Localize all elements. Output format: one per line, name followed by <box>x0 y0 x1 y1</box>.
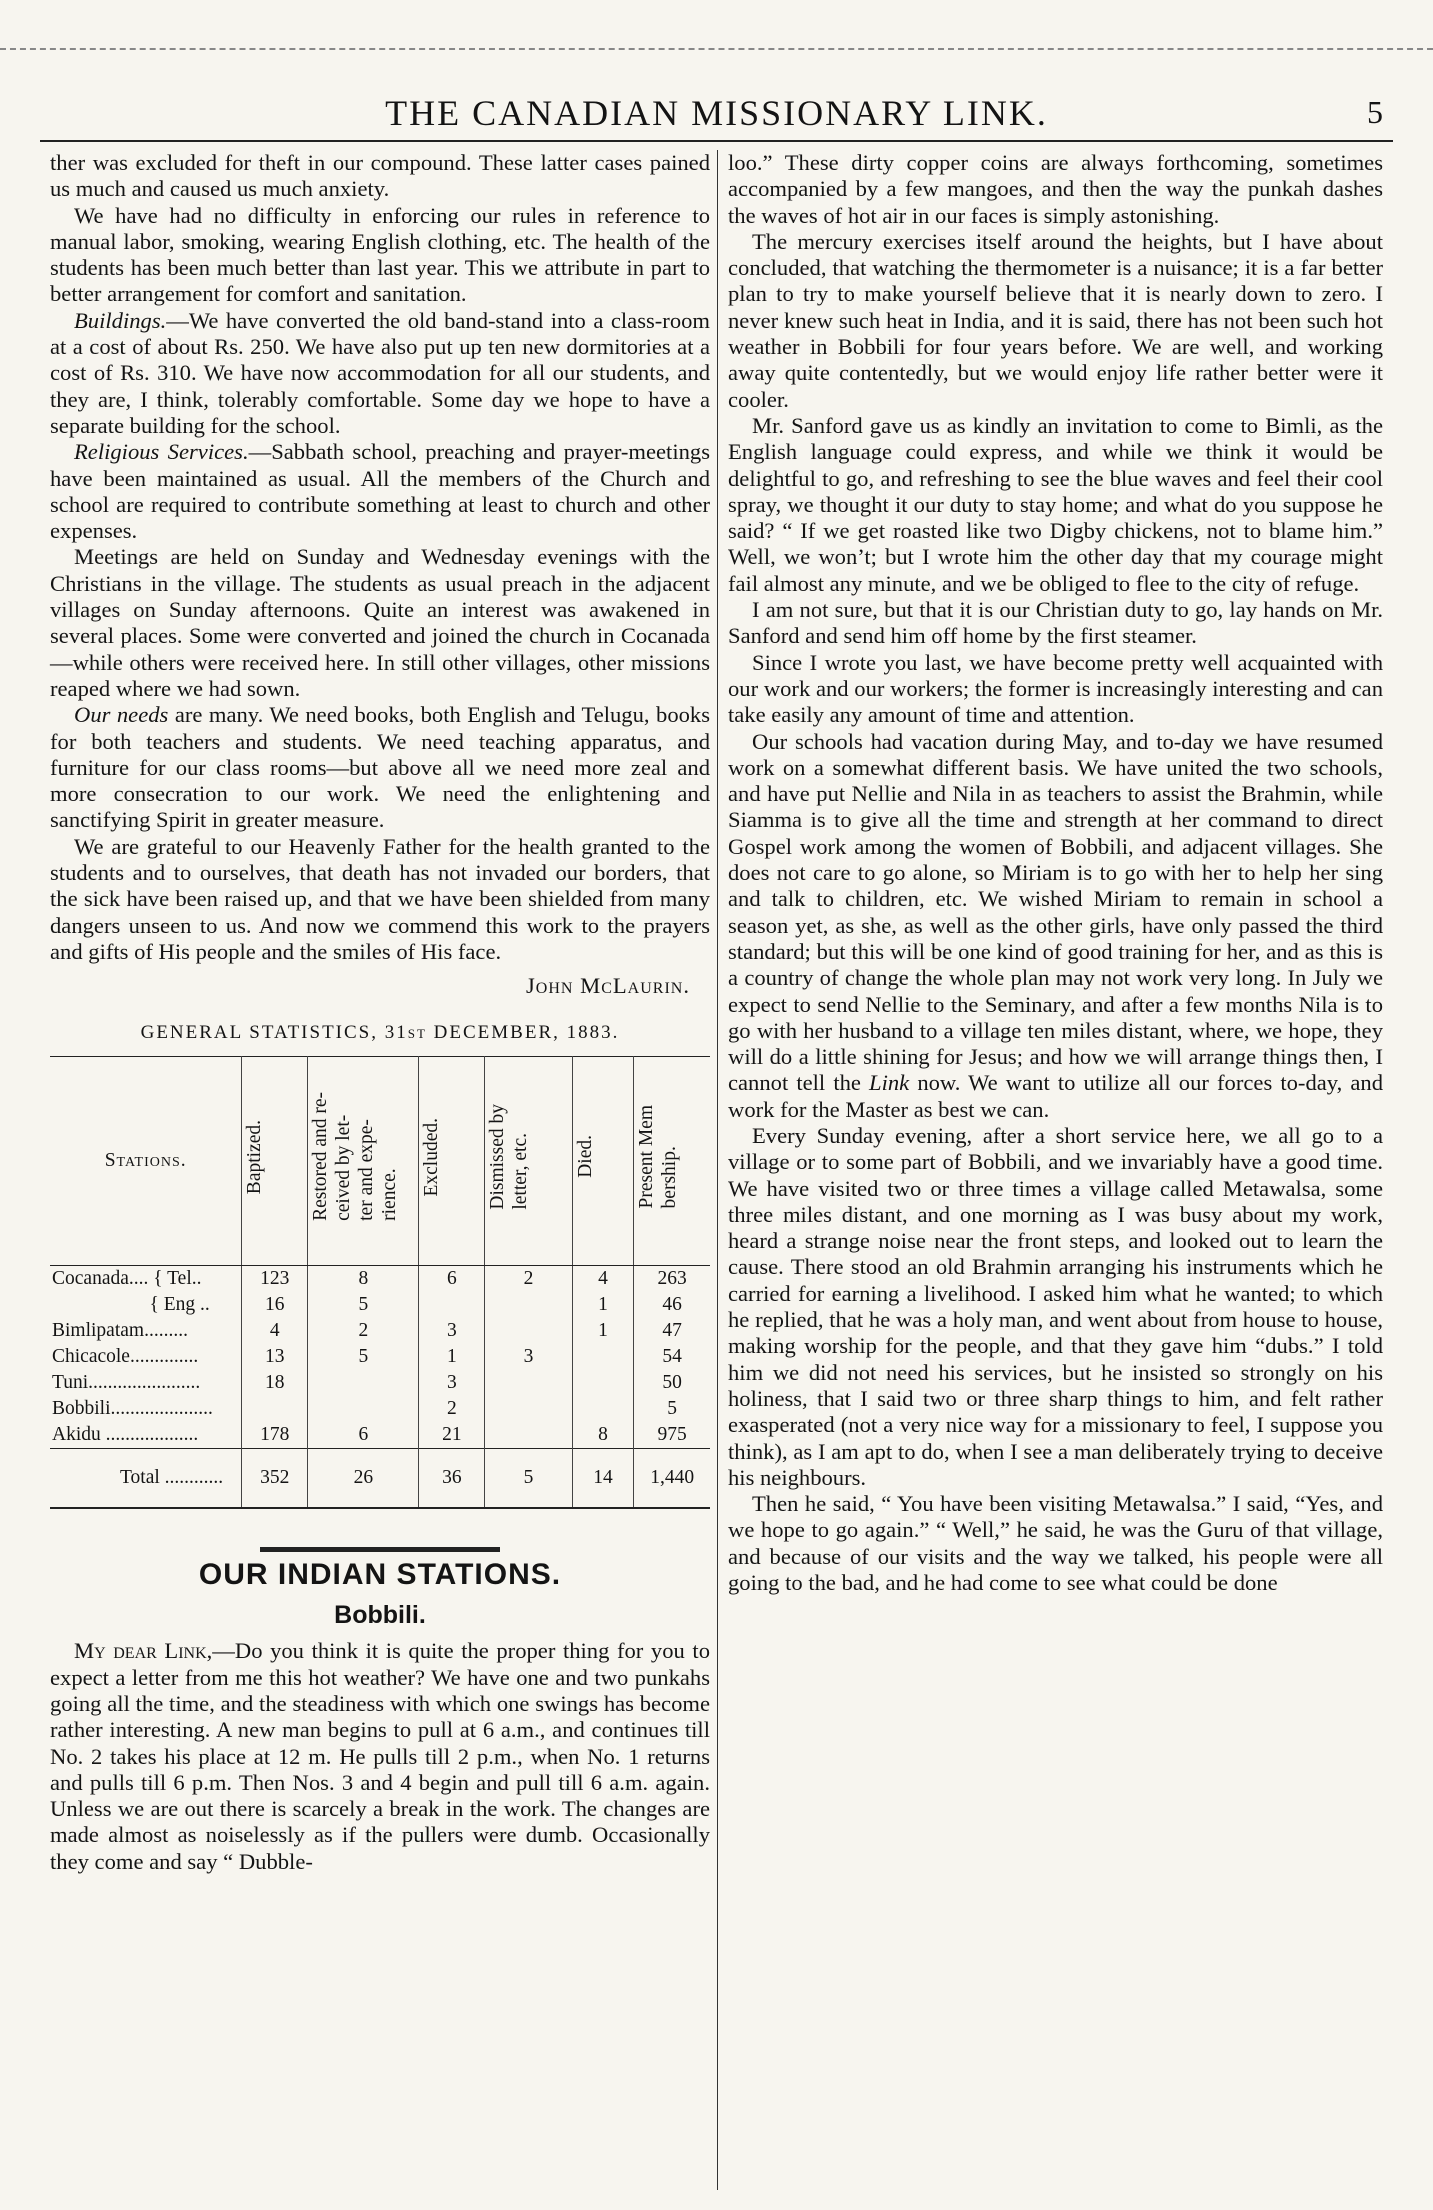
column-header-stations: Stations. <box>50 1056 242 1265</box>
table-row <box>50 1396 710 1422</box>
table-cell: 16 <box>242 1292 308 1318</box>
table-cell: 18 <box>242 1370 308 1396</box>
table-cell: 2 <box>485 1265 572 1292</box>
column-header-dismissed: Dismissed by letter, etc. <box>485 1056 572 1265</box>
table-cell: 50 <box>634 1370 710 1396</box>
total-row <box>50 1448 710 1508</box>
column-header-restored: Restored and re- ceived by let- ter and expe- rience. <box>308 1056 419 1265</box>
running-title: THE CANADIAN MISSIONARY LINK. <box>385 93 1048 133</box>
paragraph-religious-services <box>50 439 710 544</box>
station-name: Cocanada.... { Tel.. <box>52 1267 202 1289</box>
paragraph: We are grateful to our Heavenly Father for the health granted to the students and to ourselves, that death has not invaded our borders, that the sick have been raised up, and that we have been shielded from many dangers unseen to us. And now we commend this work to the prayers and gifts of His people and the smiles of His face. <box>50 833 710 964</box>
section-rule <box>260 1547 500 1552</box>
letter-paragraph <box>50 1638 710 1875</box>
column-header-excluded: Excluded. <box>419 1056 485 1265</box>
paragraph-text: now. We want to utilize all our forces to-day, and work for the Master as best we can. <box>728 1070 1383 1122</box>
link-title: Link <box>869 1070 910 1096</box>
station-name: Tuni....................... <box>52 1371 201 1393</box>
paragraph-needs <box>50 702 710 833</box>
table-row <box>50 1422 710 1449</box>
table-cell: 14 <box>572 1448 634 1508</box>
column-header-membership: Present Mem bership. <box>634 1056 710 1265</box>
paragraph: Since I wrote you last, we have become pretty well acquainted with our work and our workers; the former is increasingly interesting and can take easily any amount of time and attention. <box>728 649 1383 728</box>
table-cell: 2 <box>308 1318 419 1344</box>
table-row <box>50 1318 710 1344</box>
run-in-heading: Our needs <box>74 702 169 728</box>
paragraph: ther was excluded for theft in our compound. These latter cases pained us much and caused us much anxiety. <box>50 150 710 202</box>
table-cell: 4 <box>242 1318 308 1344</box>
table-cell: 46 <box>634 1292 710 1318</box>
station-name: Bimlipatam......... <box>52 1319 188 1341</box>
table-cell <box>572 1396 634 1422</box>
table-row <box>50 1292 710 1318</box>
signature: John McLaurin. <box>526 973 690 999</box>
table-cell: 975 <box>634 1422 710 1449</box>
page-number: 5 <box>1367 94 1383 130</box>
table-cell: 1 <box>419 1344 485 1370</box>
top-border <box>0 48 1433 50</box>
paragraph: Mr. Sanford gave us as kindly an invitation to come to Bimli, as the English language could express, and while we think it would be delightful to go, and refreshing to see the blue waves and feel their cool spray, we thought it our duty to stay home; and what do you suppose he said? “ If we get roasted like two Digby chickens, not to blame him.” Well, we won’t; but I wrote him the other day that my courage might fail almost any minute, and we be obliged to flee to the city of refuge. <box>728 412 1383 596</box>
run-in-heading: Buildings. <box>74 307 167 333</box>
paragraph-text: are many. We need books, both English and Telugu, books for both teachers and students. We need teaching apparatus, and furniture for our class rooms—but above all we need more zeal and more consecration to our work. We need the enlightening and sanctifying Spirit in greater measure. <box>50 702 711 833</box>
table-cell: 178 <box>242 1422 308 1449</box>
table-cell: 1,440 <box>634 1448 710 1508</box>
paragraph: Then he said, “ You have been visiting Metawalsa.” I said, “Yes, and we hope to go again.” “ Well,” he said, he was the Guru of that village, and because of our visits and the way we talked, his people were all going to the bad, and he had come to see what could be done <box>728 1491 1383 1596</box>
paragraph-text: —Sabbath school, preaching and prayer-meetings have been maintained as usual. All the members of the Church and school are required to contribute something at least to church and other expenses. <box>50 439 710 544</box>
table-row <box>50 1344 710 1370</box>
table-cell: 4 <box>572 1265 634 1292</box>
paragraph: Meetings are held on Sunday and Wednesday evenings with the Christians in the village. The students as usual preach in the adjacent villages on Sunday afternoons. Quite an interest was awakened in several places. Some were converted and joined the church in Cocanada—while others were received here. In still other villages, other missions reaped where we had sown. <box>50 544 710 701</box>
paragraph-text: —Do you think it is quite the proper thing for you to expect a letter from me this hot weather? We have one and two punkahs going all the time, and the steadiness with which one swings has become rather interesting. A new man begins to pull at 6 a.m., and continues till No. 2 takes his place at 12 m. He pulls till 2 p.m., when No. 1 returns and pulls till 6 p.m. Then Nos. 3 and 4 begin and pull till 6 a.m. again. Unless we are out there is scarcely a break in the work. The changes are made almost as noiselessly as if the pullers were dumb. Occasionally they come and say “ Dubble- <box>50 1638 710 1874</box>
table-cell <box>485 1396 572 1422</box>
table-row <box>50 1265 710 1292</box>
paragraph-buildings <box>50 308 710 439</box>
page-header <box>40 88 1393 142</box>
left-column <box>50 150 710 2192</box>
table-cell <box>485 1422 572 1449</box>
salutation: My dear Link, <box>74 1638 213 1664</box>
paragraph: I am not sure, but that it is our Christian duty to go, lay hands on Mr. Sanford and send him off home by the first steamer. <box>728 597 1383 649</box>
table-cell: 1 <box>572 1318 634 1344</box>
table-cell: 47 <box>634 1318 710 1344</box>
station-name: { Eng .. <box>52 1293 210 1315</box>
table-cell: 5 <box>308 1344 419 1370</box>
table-cell <box>572 1370 634 1396</box>
table-cell: 263 <box>634 1265 710 1292</box>
paragraph-text: —We have converted the old band-stand into a class-room at a cost of about Rs. 250. We have also put up ten new dormitories at a cost of Rs. 310. We have now accommodation for all our students, and they are, I think, tolerably comfortable. Some day we hope to have a separate building for the school. <box>50 307 710 438</box>
paragraph: We have had no difficulty in enforcing our rules in reference to manual labor, smoking, wearing English clothing, etc. The health of the students has been much better than last year. This we attribute in part to better arrangement for comfort and sanitation. <box>50 202 710 307</box>
statistics-title: GENERAL STATISTICS, 31st DECEMBER, 1883. <box>140 1021 620 1043</box>
column-header-died: Died. <box>572 1056 634 1265</box>
right-column <box>728 150 1383 2192</box>
station-name: Chicacole.............. <box>52 1345 199 1367</box>
table-cell: 3 <box>485 1344 572 1370</box>
table-cell: 8 <box>308 1265 419 1292</box>
table-cell: 13 <box>242 1344 308 1370</box>
column-divider <box>717 150 718 2190</box>
table-cell <box>419 1292 485 1318</box>
table-cell <box>572 1344 634 1370</box>
paragraph: The mercury exercises itself around the heights, but I have about concluded, that watching the thermometer is a nuisance; it is a far better plan to try to make yourself believe that it is nearly down to zero. I never knew such heat in India, and it is said, there has not been such hot weather in Bobbili for four years before. We are well, and working away quite contentedly, but we would enjoy life rather better were it cooler. <box>728 228 1383 412</box>
table-row <box>50 1370 710 1396</box>
paragraph <box>728 729 1383 1123</box>
table-cell: 3 <box>419 1370 485 1396</box>
table-cell <box>485 1370 572 1396</box>
table-cell: 54 <box>634 1344 710 1370</box>
paragraph: Every Sunday evening, after a short service here, we all go to a village or to some part of Bobbili, and we invariably have a good time. We have visited two or three times a village called Metawalsa, some three miles distant, and one morning as I was busy about my work, heard a strange noise near the front steps, and looked out to learn the cause. There stood an old Brahmin arranging his instruments which he carried for earning a livelihood. I asked him what he wanted; to which he replied, that he was a holy man, and went about from house to house, making worship for the people, and that they gave him “dubs.” I told him we did not need his services, but he insisted so strongly on his holiness, that I said two or three sharp things to him, and felt rather exasperated (not a very nice way for a missionary to feel, I suppose you think), as I am apt to do, when I see a man deliberately trying to deceive his neighbours. <box>728 1122 1383 1490</box>
table-cell: 8 <box>572 1422 634 1449</box>
table-cell: 5 <box>308 1292 419 1318</box>
total-label: Total ............ <box>50 1448 242 1508</box>
table-cell: 21 <box>419 1422 485 1449</box>
table-cell: 5 <box>634 1396 710 1422</box>
table-cell: 123 <box>242 1265 308 1292</box>
statistics-header-row <box>50 1056 710 1265</box>
table-cell <box>308 1396 419 1422</box>
section-title: OUR INDIAN STATIONS. <box>198 1557 562 1591</box>
table-cell: 1 <box>572 1292 634 1318</box>
table-cell <box>485 1292 572 1318</box>
table-cell: 2 <box>419 1396 485 1422</box>
table-cell: 26 <box>308 1448 419 1508</box>
table-cell <box>308 1370 419 1396</box>
station-name: Bobbili..................... <box>52 1397 213 1419</box>
table-cell <box>485 1318 572 1344</box>
table-cell: 6 <box>308 1422 419 1449</box>
run-in-heading: Religious Services. <box>74 439 249 465</box>
table-cell: 352 <box>242 1448 308 1508</box>
table-cell: 3 <box>419 1318 485 1344</box>
column-header-baptized: Baptized. <box>242 1056 308 1265</box>
table-cell <box>242 1396 308 1422</box>
paragraph-text: Our schools had vacation during May, and to-day we have resumed work on a somewhat different basis. We have united the two schools, and have put Nellie and Nila in as teachers to assist the Brahmin, while Siamma is to give all the time and strength at her command to direct Gospel work among the women of Bobbili, and adjacent villages. She does not care to go alone, so Miriam is to go with her to help her sing and talk to children, etc. We wished Miriam to remain in school a season yet, as she, as well as the other girls, have only passed the third standard; but this will be one kind of good training for her, and as this is a country of change the whole plan may not work very long. In July we expect to send Nellie to the Seminary, and after a few months Nila is to go with her husband to a village ten miles distant, where, we hope, they will do a little shining for Jesus; and how we will arrange things then, I cannot tell the <box>728 728 1383 1096</box>
table-cell: 5 <box>485 1448 572 1508</box>
table-cell: 6 <box>419 1265 485 1292</box>
section-subtitle: Bobbili. <box>334 1601 426 1630</box>
station-name: Akidu ................... <box>52 1423 199 1445</box>
statistics-table <box>50 1056 710 1509</box>
table-cell: 36 <box>419 1448 485 1508</box>
paragraph: loo.” These dirty copper coins are always forthcoming, sometimes accompanied by a few mangoes, and then the way the punkah dashes the waves of hot air in our faces is simply astonishing. <box>728 150 1383 228</box>
